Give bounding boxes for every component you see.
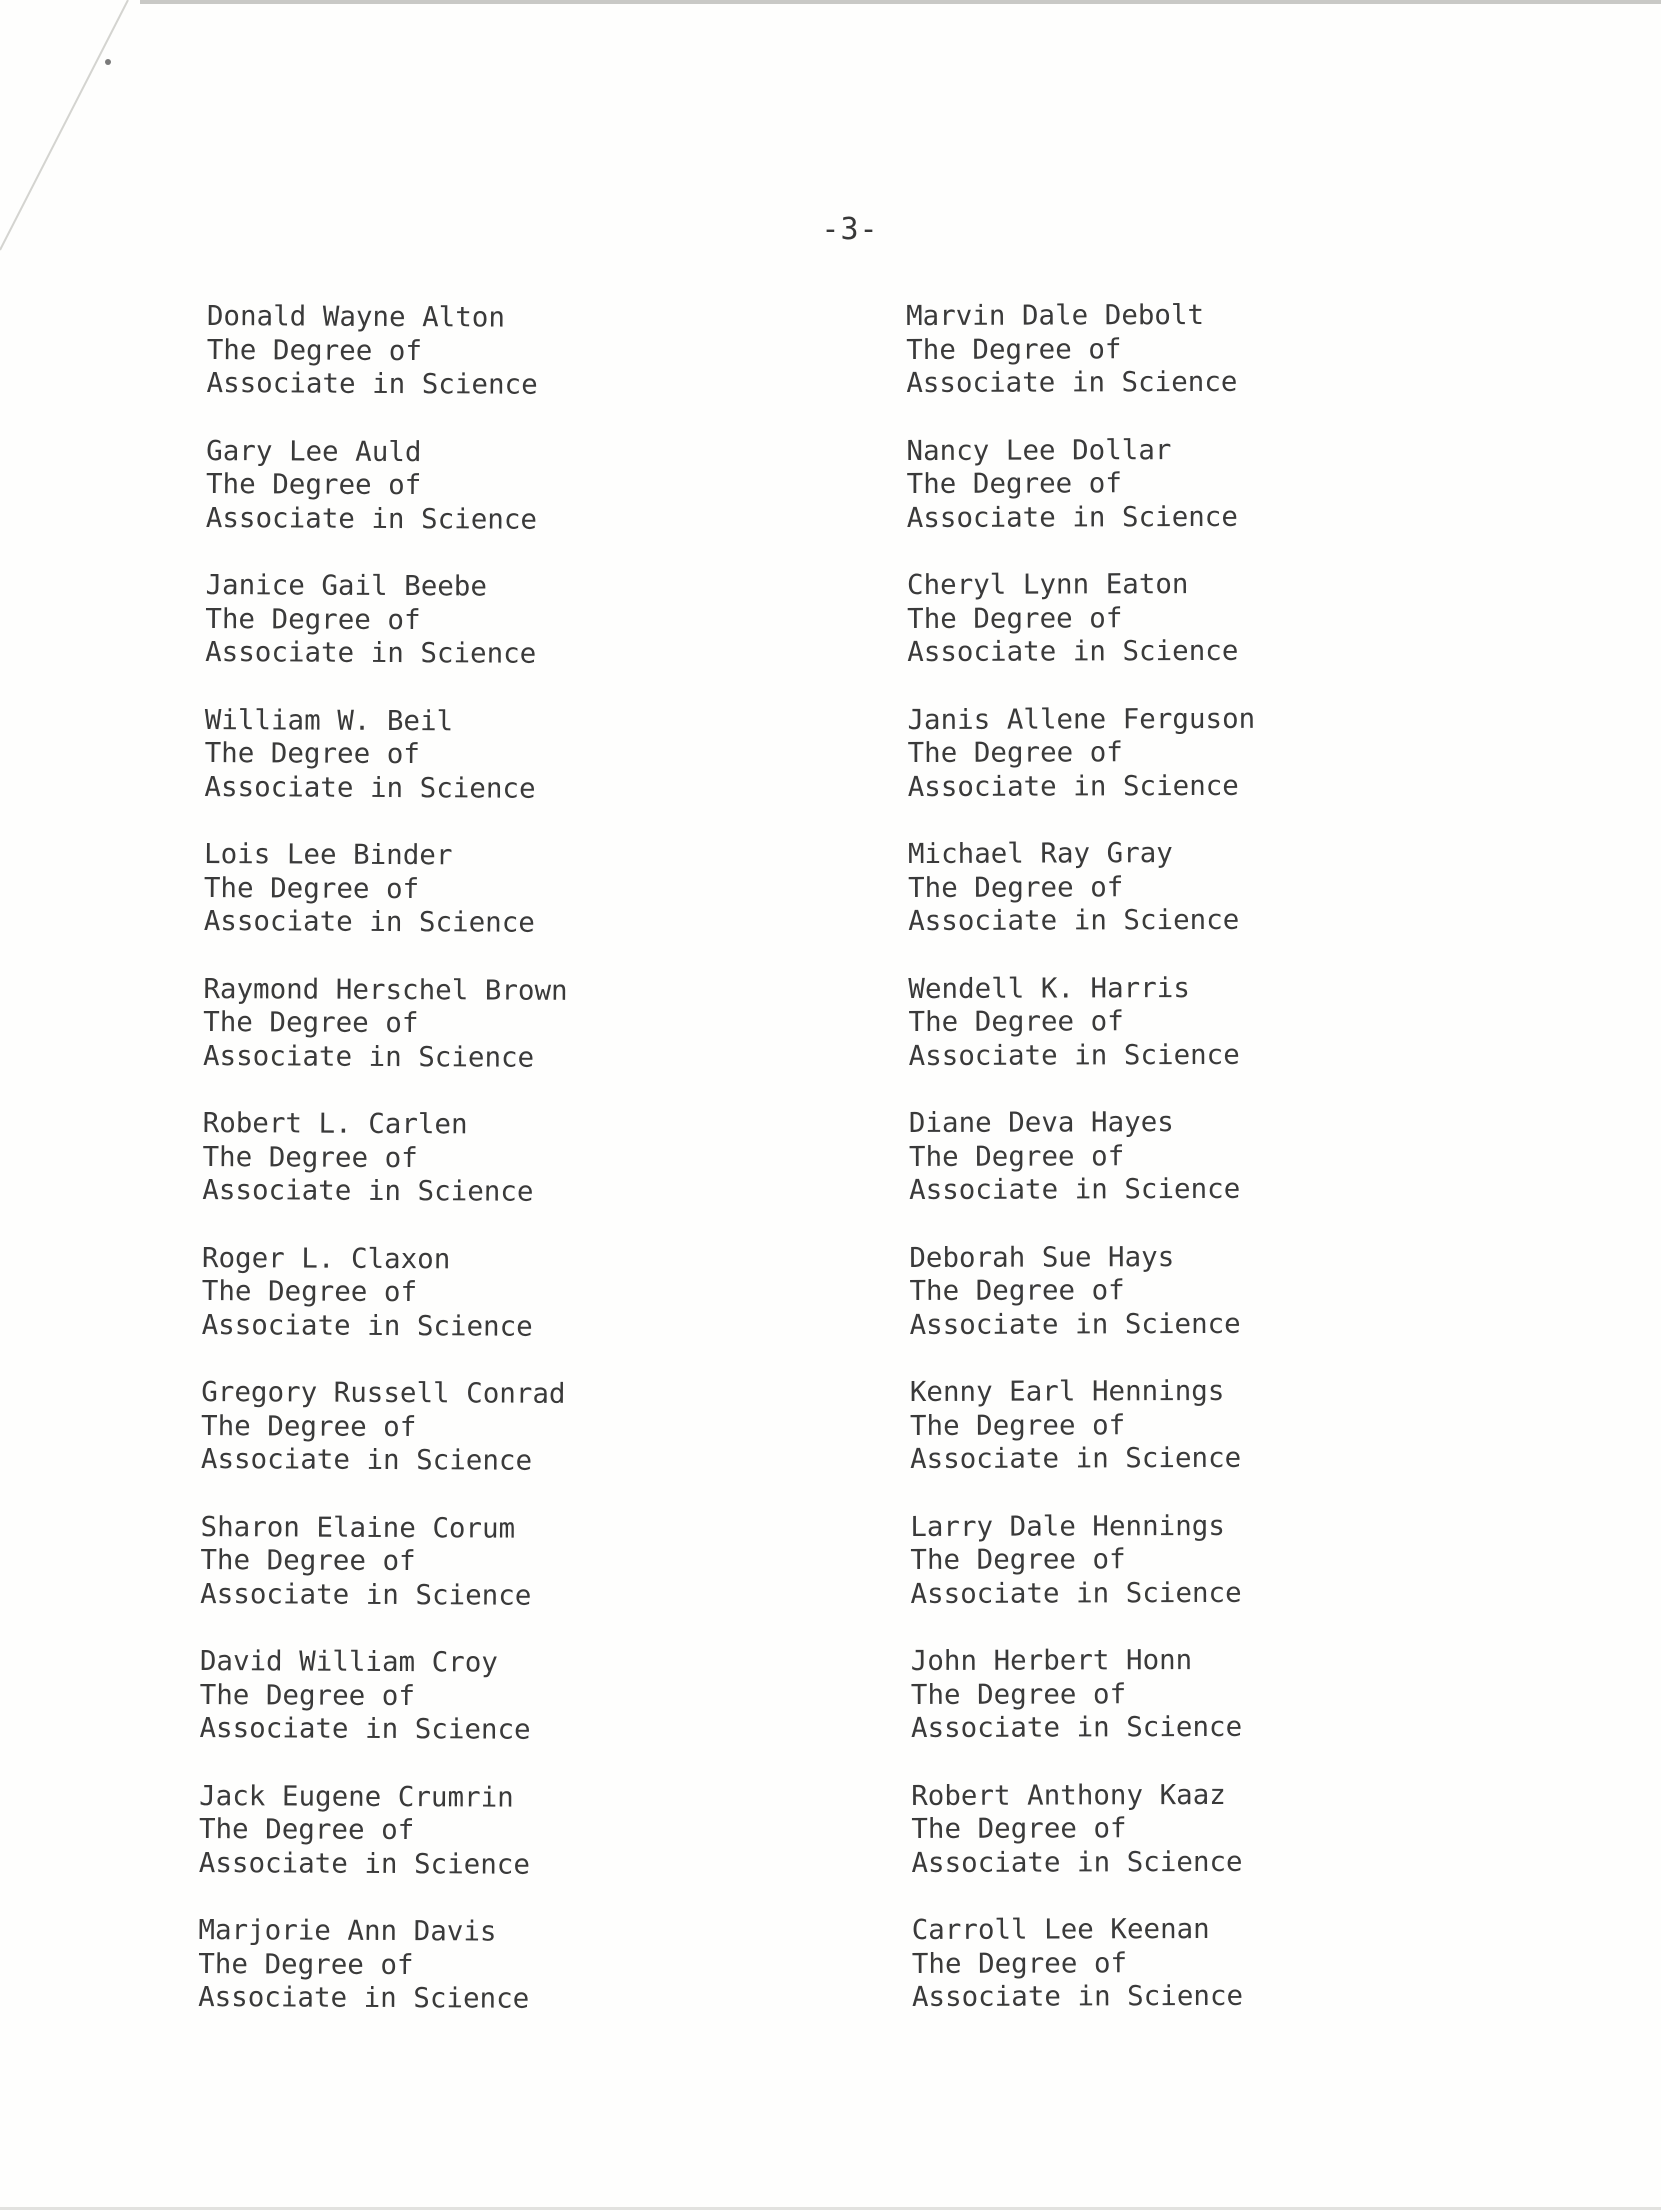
graduate-name: Deborah Sue Hays	[909, 1240, 1175, 1274]
graduate-name: Janis Allene Ferguson	[907, 702, 1256, 736]
graduate-name: Robert L. Carlen	[202, 1106, 468, 1141]
degree-type: Associate in Science	[908, 1038, 1240, 1072]
degree-type: Associate in Science	[201, 1308, 533, 1343]
graduate-name: Diane Deva Hayes	[908, 1106, 1174, 1139]
graduate-entry	[907, 567, 1507, 704]
degree-type: Associate in Science	[909, 1172, 1241, 1206]
degree-type: Associate in Science	[206, 366, 538, 401]
degree-line: The Degree of	[910, 1543, 1126, 1576]
degree-type: Associate in Science	[911, 1979, 1244, 2013]
degree-line: The Degree of	[204, 736, 420, 771]
degree-type: Associate in Science	[909, 1441, 1242, 1475]
degree-type: Associate in Science	[198, 1980, 530, 2015]
graduate-entry	[907, 701, 1507, 838]
graduate-name: Raymond Herschel Brown	[203, 972, 568, 1007]
degree-line: The Degree of	[205, 467, 422, 502]
graduate-name: Sharon Elaine Corum	[200, 1510, 516, 1545]
graduate-name: Roger L. Claxon	[201, 1241, 451, 1275]
graduate-entry	[201, 1376, 802, 1514]
page-corner-fold	[0, 0, 150, 260]
degree-type: Associate in Science	[906, 500, 1238, 534]
degree-line: The Degree of	[201, 1274, 418, 1309]
degree-type: Associate in Science	[910, 1576, 1242, 1610]
degree-type: Associate in Science	[909, 1307, 1241, 1341]
degree-line: The Degree of	[906, 467, 1122, 500]
degree-line: The Degree of	[907, 736, 1123, 769]
degree-type: Associate in Science	[205, 501, 538, 536]
graduate-entry	[909, 1239, 1509, 1376]
graduate-entry	[199, 1645, 800, 1783]
degree-line: The Degree of	[908, 1005, 1124, 1038]
degree-line: The Degree of	[906, 332, 1122, 366]
graduate-entry	[912, 1912, 1512, 2049]
graduate-entry	[909, 1105, 1509, 1242]
graduate-name: Carroll Lee Keenan	[911, 1912, 1210, 1946]
degree-line: The Degree of	[911, 1946, 1128, 1980]
graduate-entry	[204, 703, 805, 841]
degree-type: Associate in Science	[910, 1710, 1243, 1744]
degree-type: Associate in Science	[204, 770, 536, 805]
graduate-entry	[910, 1508, 1510, 1645]
degree-type: Associate in Science	[205, 635, 537, 670]
graduate-name: Larry Dale Hennings	[910, 1509, 1225, 1543]
page-number: -3-	[821, 212, 879, 247]
graduate-name: Cheryl Lynn Eaton	[906, 568, 1189, 601]
graduate-entry	[205, 569, 806, 707]
degree-type: Associate in Science	[906, 365, 1238, 399]
graduate-entry	[206, 434, 807, 572]
degree-type: Associate in Science	[199, 1711, 531, 1746]
degree-line: The Degree of	[203, 1005, 419, 1040]
graduate-entry	[910, 1374, 1510, 1511]
graduate-entry	[203, 838, 804, 976]
degree-line: The Degree of	[911, 1812, 1127, 1845]
degree-line: The Degree of	[198, 1947, 414, 1981]
degree-type: Associate in Science	[911, 1845, 1243, 1879]
graduate-entry	[908, 970, 1508, 1107]
graduate-entry	[202, 1107, 803, 1245]
graduate-entry	[906, 432, 1506, 569]
degree-type: Associate in Science	[907, 769, 1239, 803]
graduate-entry	[203, 972, 804, 1110]
degree-line: The Degree of	[909, 1408, 1126, 1442]
graduate-name: Lois Lee Binder	[204, 837, 453, 872]
degree-type: Associate in Science	[908, 903, 1240, 937]
degree-type: Associate in Science	[202, 1039, 535, 1074]
degree-line: The Degree of	[200, 1543, 416, 1578]
graduate-name: William W. Beil	[204, 703, 454, 737]
graduate-name: Marjorie Ann Davis	[198, 1913, 497, 1948]
graduate-name: Jack Eugene Crumrin	[199, 1779, 514, 1814]
graduate-name: Gary Lee Auld	[206, 434, 422, 468]
graduate-name: Robert Anthony Kaaz	[911, 1778, 1226, 1812]
degree-type: Associate in Science	[203, 904, 535, 939]
graduate-name: Kenny Earl Hennings	[909, 1374, 1225, 1408]
graduate-name: David William Croy	[199, 1644, 498, 1679]
degree-line: The Degree of	[907, 601, 1123, 635]
degree-line: The Degree of	[206, 333, 423, 367]
graduate-name: Donald Wayne Alton	[206, 300, 506, 334]
graduate-entry	[198, 1914, 799, 2052]
graduate-entry	[911, 1643, 1511, 1780]
graduate-name: Nancy Lee Dollar	[906, 433, 1172, 467]
top-edge-line	[140, 0, 1661, 4]
degree-type: Associate in Science	[202, 1173, 534, 1208]
degree-line: The Degree of	[202, 1140, 418, 1174]
graduate-name: Michael Ray Gray	[907, 837, 1173, 870]
degree-type: Associate in Science	[200, 1577, 532, 1612]
graduate-entry	[199, 1779, 800, 1917]
degree-line: The Degree of	[910, 1677, 1127, 1711]
degree-line: The Degree of	[198, 1812, 415, 1847]
graduate-list-right	[906, 298, 1512, 2049]
graduate-entry	[911, 1777, 1511, 1914]
graduate-entry	[906, 298, 1506, 435]
graduate-entry	[200, 1510, 801, 1648]
graduate-entry	[908, 836, 1508, 973]
graduate-entry	[201, 1241, 802, 1379]
graduate-name: Gregory Russell Conrad	[201, 1375, 566, 1410]
degree-type: Associate in Science	[200, 1442, 533, 1477]
degree-line: The Degree of	[203, 871, 420, 905]
graduate-entry	[206, 300, 807, 438]
graduate-name: John Herbert Honn	[910, 1644, 1193, 1677]
graduate-list-left	[198, 300, 807, 2052]
degree-type: Associate in Science	[198, 1846, 531, 1881]
degree-line: The Degree of	[199, 1678, 416, 1712]
degree-line: The Degree of	[201, 1409, 417, 1443]
degree-line: The Degree of	[205, 602, 421, 636]
graduate-name: Wendell K. Harris	[908, 971, 1190, 1005]
degree-type: Associate in Science	[907, 634, 1239, 668]
degree-line: The Degree of	[909, 1274, 1125, 1307]
graduate-name: Marvin Dale Debolt	[906, 298, 1205, 332]
graduate-name: Janice Gail Beebe	[205, 568, 488, 603]
degree-line: The Degree of	[908, 1139, 1125, 1173]
degree-line: The Degree of	[907, 870, 1124, 904]
